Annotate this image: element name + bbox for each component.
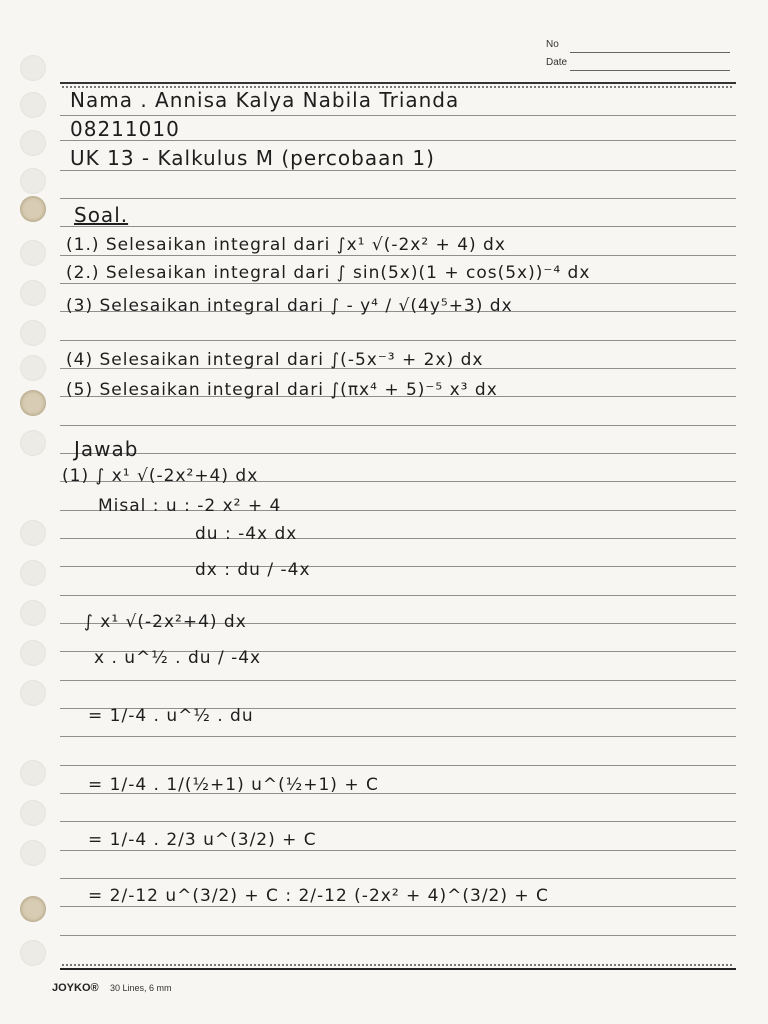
jawab-line: (1) ∫ x¹ √(-2x²+4) dx xyxy=(62,466,259,486)
student-nim: 08211010 xyxy=(70,117,180,141)
jawab-line: x . u^½ . du / -4x xyxy=(94,648,262,668)
punch-hole xyxy=(20,55,46,81)
punch-hole xyxy=(20,600,46,626)
jawab-line: = 1/-4 . u^½ . du xyxy=(88,706,254,726)
jawab-line: = 1/-4 . 1/(½+1) u^(½+1) + C xyxy=(88,775,379,795)
jawab-line: du : -4x dx xyxy=(195,524,298,544)
punch-hole xyxy=(20,168,46,194)
punch-hole xyxy=(20,800,46,826)
punch-hole xyxy=(20,760,46,786)
jawab-line: Misal : u : -2 x² + 4 xyxy=(98,496,282,516)
punch-hole xyxy=(20,940,46,966)
punch-hole xyxy=(20,355,46,381)
jawab-heading: Jawab xyxy=(74,437,139,461)
punch-hole xyxy=(20,640,46,666)
punch-hole xyxy=(20,320,46,346)
jawab-line: = 2/-12 u^(3/2) + C : 2/-12 (-2x² + 4)^(3/2) + C xyxy=(88,886,549,906)
punch-hole xyxy=(20,240,46,266)
jawab-line: dx : du / -4x xyxy=(195,560,311,580)
punch-hole xyxy=(20,196,46,222)
student-name: Nama . Annisa Kalya Nabila Trianda xyxy=(70,88,460,112)
jawab-line: = 1/-4 . 2/3 u^(3/2) + C xyxy=(88,830,317,850)
punch-hole xyxy=(20,560,46,586)
soal-item-5: (5) Selesaikan integral dari ∫(πx⁴ + 5)⁻⁵ x³ dx xyxy=(66,380,498,400)
jawab-line: ∫ x¹ √(-2x²+4) dx xyxy=(84,612,247,632)
soal-heading: Soal. xyxy=(74,203,129,227)
punch-hole xyxy=(20,430,46,456)
no-label: No xyxy=(546,39,559,50)
punch-hole xyxy=(20,130,46,156)
soal-item-2: (2.) Selesaikan integral dari ∫ sin(5x)(1 + cos(5x))⁻⁴ dx xyxy=(66,263,591,283)
paper-spec: 30 Lines, 6 mm xyxy=(110,983,172,993)
punch-hole xyxy=(20,92,46,118)
brand-logo: JOYKO® xyxy=(52,982,99,994)
punch-hole xyxy=(20,840,46,866)
soal-item-4: (4) Selesaikan integral dari ∫(-5x⁻³ + 2x) dx xyxy=(66,350,484,370)
punch-hole xyxy=(20,680,46,706)
course-title: UK 13 - Kalkulus M (percobaan 1) xyxy=(70,146,435,170)
soal-item-3: (3) Selesaikan integral dari ∫ - y⁴ / √(4y⁵+3) dx xyxy=(66,296,513,316)
date-label: Date xyxy=(546,57,568,68)
soal-item-1: (1.) Selesaikan integral dari ∫x¹ √(-2x² + 4) dx xyxy=(66,235,506,255)
dotted-line xyxy=(62,964,732,966)
punch-hole xyxy=(20,896,46,922)
punch-hole xyxy=(20,390,46,416)
punch-hole xyxy=(20,280,46,306)
punch-hole xyxy=(20,520,46,546)
